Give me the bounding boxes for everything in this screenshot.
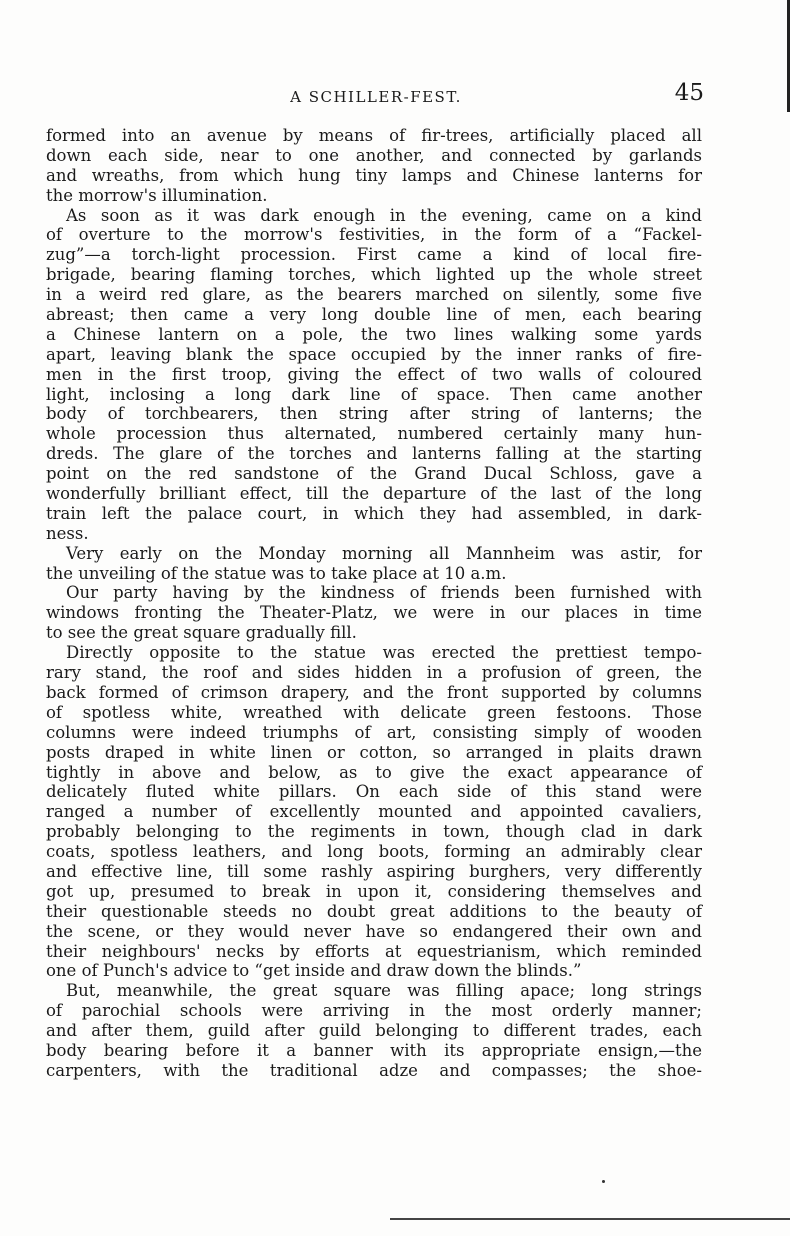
text-line: and after them, guild after guild belonging to different trades, each (46, 1021, 702, 1041)
text-line: and wreaths, from which hung tiny lamps and Chinese lanterns for (46, 165, 702, 185)
text-line: tightly in above and below, as to give the exact appearance of (46, 762, 702, 782)
text-line: light, inclosing a long dark line of space. Then came another (46, 384, 702, 404)
paragraph-start-line: Very early on the Monday morning all Mannheim was astir, for (66, 543, 702, 563)
text-line: carpenters, with the traditional adze and compasses; the shoe- (46, 1060, 702, 1080)
text-line: point on the red sandstone of the Grand Ducal Schloss, gave a (46, 464, 702, 484)
text-line: men in the first troop, giving the effect of two walls of coloured (46, 364, 702, 384)
text-line: of parochial schools were arriving in the most orderly manner; (46, 1001, 702, 1021)
text-line: whole procession thus alternated, numbered certainly many hun- (46, 424, 702, 444)
text-line: their questionable steeds no doubt great additions to the beauty of (46, 901, 702, 921)
text-line: dreds. The glare of the torches and lanterns falling at the starting (46, 444, 702, 464)
text-line: and effective line, till some rashly aspiring burghers, very differently (46, 861, 702, 881)
text-line: body of torchbearers, then string after string of lanterns; the (46, 404, 702, 424)
page-number: 45 (674, 80, 704, 106)
text-line: probably belonging to the regiments in town, though clad in dark (46, 822, 702, 842)
text-line: the morrow's illumination. (46, 185, 268, 205)
text-line: columns were indeed triumphs of art, consisting simply of wooden (46, 722, 702, 742)
text-line: one of Punch's advice to “get inside and draw down the blinds.” (46, 961, 582, 981)
text-line: abreast; then came a very long double line of men, each bearing (46, 305, 702, 325)
text-line: rary stand, the roof and sides hidden in a profusion of green, the (46, 663, 702, 683)
text-line: ranged a number of excellently mounted and appointed cavaliers, (46, 802, 702, 822)
text-line: posts draped in white linen or cotton, so arranged in plaits drawn (46, 742, 702, 762)
text-line: wonderfully brilliant effect, till the departure of the last of the long (46, 484, 702, 504)
ink-speck (602, 1180, 605, 1183)
text-line: down each side, near to one another, and connected by garlands (46, 145, 702, 165)
bottom-rule (390, 1218, 790, 1220)
text-line: windows fronting the Theater-Platz, we were in our places in time (46, 603, 702, 623)
text-line: the scene, or they would never have so endangered their own and (46, 921, 702, 941)
text-line: ness. (46, 523, 89, 543)
text-line: to see the great square gradually fill. (46, 623, 357, 643)
text-line: a Chinese lantern on a pole, the two lines walking some yards (46, 324, 702, 344)
text-line: train left the palace court, in which they had assembled, in dark- (46, 503, 702, 523)
page-header (48, 80, 704, 110)
text-line: body bearing before it a banner with its appropriate ensign,—the (46, 1040, 702, 1060)
text-line: in a weird red glare, as the bearers marched on silently, some five (46, 285, 702, 305)
text-line: apart, leaving blank the space occupied by the inner ranks of fire- (46, 344, 702, 364)
text-line: their neighbours' necks by efforts at equestrianism, which reminded (46, 941, 702, 961)
text-line: brigade, bearing flaming torches, which lighted up the whole street (46, 265, 702, 285)
paragraph-start-line: As soon as it was dark enough in the evening, came on a kind (66, 205, 702, 225)
text-line: of overture to the morrow's festivities, in the form of a “Fackel- (46, 225, 702, 245)
text-line: delicately fluted white pillars. On each side of this stand were (46, 782, 702, 802)
text-line: zug”—a torch-light procession. First came a kind of local fire- (46, 245, 702, 265)
paragraph-start-line: But, meanwhile, the great square was filling apace; long strings (66, 981, 702, 1001)
body-text (46, 126, 702, 1081)
text-line: of spotless white, wreathed with delicate green festoons. Those (46, 702, 702, 722)
paragraph-start-line: Our party having by the kindness of friends been furnished with (66, 583, 702, 603)
text-line: coats, spotless leathers, and long boots, forming an admirably clear (46, 842, 702, 862)
running-title: A SCHILLER-FEST. (290, 88, 462, 106)
text-line: got up, presumed to break in upon it, considering themselves and (46, 881, 702, 901)
text-line: back formed of crimson drapery, and the front supported by columns (46, 682, 702, 702)
text-line: formed into an avenue by means of fir-trees, artificially placed all (46, 126, 702, 145)
paragraph-start-line: Directly opposite to the statue was erected the prettiest tempo- (66, 643, 702, 663)
text-line: the unveiling of the statue was to take place at 10 a.m. (46, 563, 507, 583)
